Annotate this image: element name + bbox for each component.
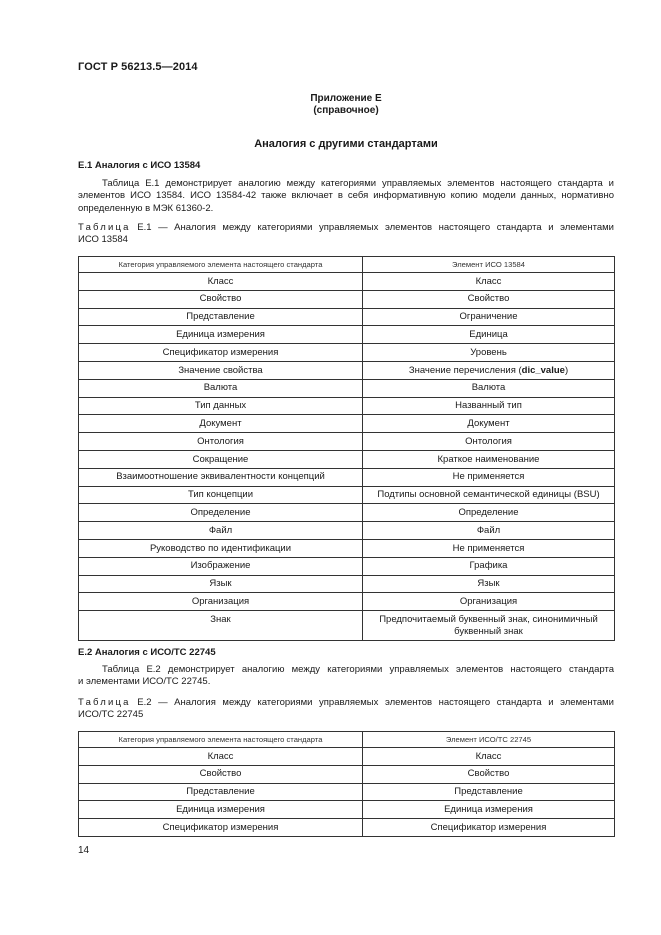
table-cell: Тип концепции [79, 486, 363, 504]
table-cell [363, 361, 615, 379]
table-row [79, 593, 615, 611]
table-row [79, 765, 615, 783]
cell-line: буквенный знак [454, 625, 523, 637]
table-cell: Не применяется [363, 539, 615, 557]
column-header: Категория управляемого элемента настоящего стандарта [79, 732, 363, 748]
table-cell: Уровень [363, 344, 615, 362]
section-e1-paragraph [78, 178, 614, 215]
table-row [79, 783, 615, 801]
standard-code: ГОСТ Р 56213.5—2014 [78, 61, 198, 73]
table-cell: Свойство [363, 765, 615, 783]
caption-text: Е.1 — Аналогия между категориями управляемых элементов настоящего стандарта и элементами [130, 222, 614, 233]
table-cell: Ограничение [363, 308, 615, 326]
appendix-type: (справочное) [313, 105, 379, 116]
table-row [79, 539, 615, 557]
paragraph-line: и элементами ИСО/ТС 22745. [78, 676, 211, 688]
table-cell: Спецификатор измерения [79, 344, 363, 362]
table-cell: Документ [79, 415, 363, 433]
paragraph-line: элементов ИСО 13584. ИСО 13584-42 также включает в себя информативную копию модели данных, нормативно [78, 190, 614, 202]
table-cell: Единица измерения [79, 801, 363, 819]
table-e1 [78, 256, 615, 641]
table-row [79, 611, 615, 641]
paragraph-line: Таблица Е.2 демонстрирует аналогию между категориями управляемых элементов настоящего стандарта [102, 664, 614, 675]
table-row [79, 801, 615, 819]
section-e2-paragraph [78, 664, 614, 689]
table-row [79, 326, 615, 344]
table-row [79, 273, 615, 291]
caption-line: ИСО/ТС 22745 [78, 709, 144, 721]
table-header-row [79, 257, 615, 273]
table-cell: Файл [363, 522, 615, 540]
table-e2 [78, 731, 615, 837]
table-cell: Знак [79, 611, 363, 641]
table-row [79, 290, 615, 308]
table-cell: Взаимоотношение эквивалентности концепций [79, 468, 363, 486]
section-heading-e2: Е.2 Аналогия с ИСО/ТС 22745 [78, 647, 216, 658]
table-cell: Определение [363, 504, 615, 522]
table-cell: Сокращение [79, 450, 363, 468]
table-cell: Класс [79, 273, 363, 291]
table-row [79, 308, 615, 326]
table-cell: Класс [363, 273, 615, 291]
table-cell: Определение [79, 504, 363, 522]
table-cell: Документ [363, 415, 615, 433]
table-cell: Организация [79, 593, 363, 611]
table-row [79, 504, 615, 522]
table-cell: Единица измерения [79, 326, 363, 344]
table-cell: Онтология [79, 433, 363, 451]
table-cell: Свойство [79, 290, 363, 308]
table-row [79, 361, 615, 379]
table-cell: Валюта [363, 379, 615, 397]
table-cell: Онтология [363, 433, 615, 451]
table-cell: Графика [363, 557, 615, 575]
table-row [79, 344, 615, 362]
table-cell: Класс [363, 748, 615, 766]
table-cell: Названный тип [363, 397, 615, 415]
table-cell: Тип данных [79, 397, 363, 415]
caption-line [78, 222, 614, 234]
appendix-label: Приложение Е [310, 93, 382, 104]
table-row [79, 575, 615, 593]
table-row [79, 486, 615, 504]
table-row [79, 522, 615, 540]
paragraph-line: определенную в МЭК 61360-2. [78, 202, 214, 214]
caption-line: ИСО 13584 [78, 234, 128, 246]
table-cell: Класс [79, 748, 363, 766]
cell-text: Значение перечисления ( [408, 364, 522, 376]
table-row [79, 748, 615, 766]
table-cell: Свойство [363, 290, 615, 308]
table-row [79, 415, 615, 433]
table-cell: Представление [363, 783, 615, 801]
table-row [79, 397, 615, 415]
table-row [79, 557, 615, 575]
cell-text: ) [564, 364, 569, 376]
table-row [79, 468, 615, 486]
section-heading-e1: Е.1 Аналогия с ИСО 13584 [78, 160, 201, 171]
table-cell: Подтипы основной семантической единицы (BSU) [363, 486, 615, 504]
table-cell: Язык [363, 575, 615, 593]
table-cell: Файл [79, 522, 363, 540]
table-row [79, 819, 615, 837]
table-cell: Единица измерения [363, 801, 615, 819]
table-row [79, 450, 615, 468]
table-cell: Представление [79, 308, 363, 326]
cell-code: dic_value [521, 364, 565, 376]
table-e2-caption [78, 697, 614, 722]
table-cell: Значение свойства [79, 361, 363, 379]
caption-label: Таблица [78, 697, 131, 708]
column-header: Элемент ИСО/ТС 22745 [363, 732, 615, 748]
appendix-title: Аналогия с другими стандартами [254, 138, 438, 150]
table-cell: Представление [79, 783, 363, 801]
table-cell: Спецификатор измерения [363, 819, 615, 837]
table-e1-caption [78, 222, 614, 247]
column-header: Элемент ИСО 13584 [363, 257, 615, 273]
table-cell: Организация [363, 593, 615, 611]
table-cell: Валюта [79, 379, 363, 397]
table-cell: Изображение [79, 557, 363, 575]
table-cell: Спецификатор измерения [79, 819, 363, 837]
table-header-row [79, 732, 615, 748]
table-row [79, 379, 615, 397]
table-cell: Не применяется [363, 468, 615, 486]
paragraph-line: Таблица Е.1 демонстрирует аналогию между категориями управляемых элементов настоящего стандарта и [102, 178, 614, 189]
page-number: 14 [78, 845, 90, 856]
table-row [79, 433, 615, 451]
table-cell: Краткое наименование [363, 450, 615, 468]
table-cell: Свойство [79, 765, 363, 783]
table-cell: Руководство по идентификации [79, 539, 363, 557]
column-header: Категория управляемого элемента настоящего стандарта [79, 257, 363, 273]
caption-text: Е.2 — Аналогия между категориями управляемых элементов настоящего стандарта и элементами [130, 697, 614, 708]
caption-line [78, 697, 614, 709]
caption-label: Таблица [78, 222, 131, 233]
cell-line: Предпочитаемый буквенный знак, синонимичный [379, 614, 598, 626]
table-cell: Язык [79, 575, 363, 593]
table-cell [363, 611, 615, 641]
table-cell: Единица [363, 326, 615, 344]
